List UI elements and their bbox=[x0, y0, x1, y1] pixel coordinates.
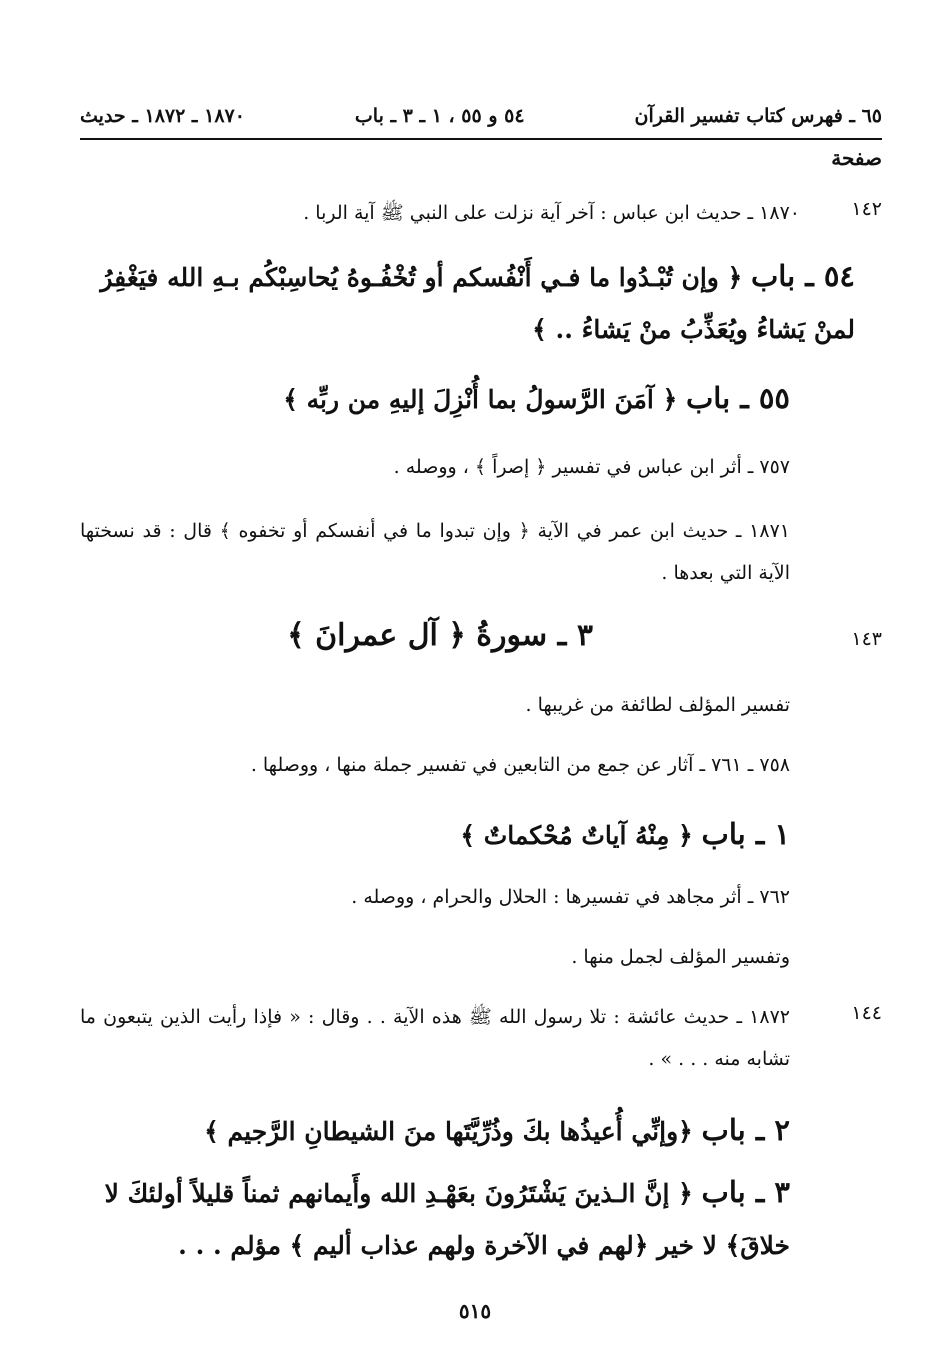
bab-55-label: ٥٥ ـ باب bbox=[685, 381, 790, 415]
entry-athar-757: ٧٥٧ ـ أثر ابن عباس في تفسير ﴿ إصراً ﴾ ، ووصله . bbox=[393, 456, 790, 478]
entry-hadith-1870: ١٨٧٠ ـ حديث ابن عباس : آخر آية نزلت على النبي ﷺ آية الربا . bbox=[303, 202, 800, 224]
bab-54-label: ٥٤ ـ باب bbox=[750, 259, 855, 293]
bab-1-label: ١ ـ باب bbox=[701, 817, 790, 851]
bab-1-heading bbox=[80, 808, 790, 862]
page-ref-143: ١٤٣ bbox=[851, 628, 882, 650]
running-header bbox=[80, 98, 882, 134]
surah-heading: ٣ ـ سورةُ ﴿ آل عمرانَ ﴾ bbox=[287, 618, 593, 653]
page-column-label: صفحة bbox=[831, 146, 882, 170]
bab-54-verse: ﴿ وإن تُبْـدُوا ما فـي أَنْفُسكم أو تُخْفُـوهُ يُحاسِبْكُم بـهِ الله فيَغْفِرُ لمنْ يَشاءُ ويُعَذِّبُ منْ يَشاءُ .. ﴾ bbox=[100, 263, 855, 344]
bab-54-heading bbox=[80, 250, 855, 356]
bab-3-heading bbox=[80, 1166, 790, 1272]
header-rule bbox=[80, 138, 882, 140]
entry-hadith-1872: ١٨٧٢ ـ حديث عائشة : تلا رسول الله ﷺ هذه الآية . . وقال : « فإذا رأيت الذين يتبعون ما تشابه منه . . . » . bbox=[80, 1006, 790, 1070]
entry-athar-762: ٧٦٢ ـ أثر مجاهد في تفسيرها : الحلال والحرام ، ووصله . bbox=[351, 886, 790, 908]
bab-1-verse: ﴿ مِنْهُ آياتٌ مُحْكماتٌ ﴾ bbox=[460, 821, 693, 850]
entry-tafsir-2: وتفسير المؤلف لجمل منها . bbox=[571, 946, 790, 968]
bab-2-label: ٢ ـ باب bbox=[701, 1113, 790, 1147]
bab-2-heading bbox=[80, 1104, 790, 1158]
bab-2-verse: ﴿وإنِّي أُعيذُها بكَ وذُرِّيَّتَها منَ الشيطانِ الرَّجيم ﴾ bbox=[204, 1117, 693, 1146]
header-sections: ٥٤ و ٥٥ ، ١ ـ ٣ ـ باب bbox=[354, 105, 525, 127]
bab-55-heading bbox=[80, 372, 790, 426]
page-number: ٥١٥ bbox=[458, 1299, 492, 1323]
page-ref-144: ١٤٤ bbox=[851, 1002, 882, 1024]
page-ref-142: ١٤٢ bbox=[851, 198, 882, 220]
bab-3-verse: ﴿ إنَّ الـذينَ يَشْتَرُونَ بعَهْـدِ الله وأَيمانهم ثمناً قليلاً أولئكَ لا خلاقَ﴾ لا خير ﴿لهم في الآخرة ولهم عذاب أليم ﴾ مؤلم . . . bbox=[104, 1179, 790, 1260]
bab-55-verse: ﴿ آمَنَ الرَّسولُ بما أُنْزِلَ إليهِ من ربِّه ﴾ bbox=[283, 385, 678, 414]
header-hadith-range: ١٨٧٠ ـ ١٨٧٢ ـ حديث bbox=[80, 105, 245, 127]
header-chapter-title: ٦٥ ـ فهرس كتاب تفسير القرآن bbox=[634, 105, 882, 127]
entry-tafsir-1: تفسير المؤلف لطائفة من غريبها . bbox=[525, 694, 790, 716]
bab-3-label: ٣ ـ باب bbox=[701, 1175, 790, 1209]
entry-hadith-1871: ١٨٧١ ـ حديث ابن عمر في الآية ﴿ وإن تبدوا ما في أنفسكم أو تخفوه ﴾ قال : قد نسختها الآية التي بعدها . bbox=[80, 520, 790, 584]
entry-athar-758-761: ٧٥٨ ـ ٧٦١ ـ آثار عن جمع من التابعين في تفسير جملة منها ، ووصلها . bbox=[250, 754, 790, 776]
